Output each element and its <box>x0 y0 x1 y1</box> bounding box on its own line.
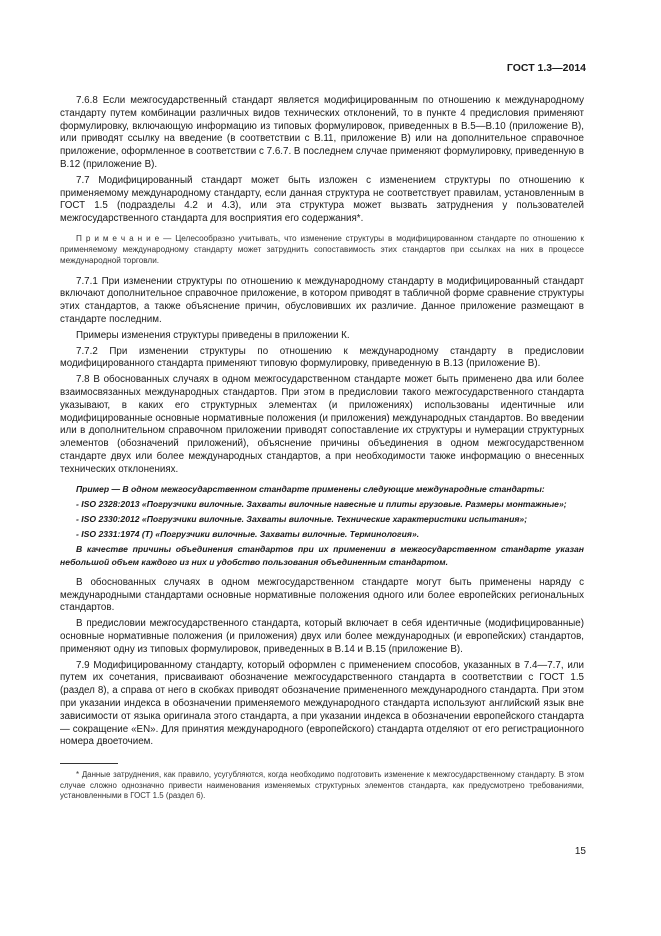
example-item-iso-2328: - ISO 2328:2013 «Погрузчики вилочные. Захваты вилочные навесные и плиты грузовые. Размеры монтажные»; <box>76 498 567 509</box>
paragraph-7-9: 7.9 Модифицированному стандарту, который оформлен с применением способов, указанных в 7.4—7.7, или путем их сочетания, присваивают обозначение межгосударственного стандарта в соответствии с ГОСТ 1.5 (раздел 8), а справа от него в скобках приводят обозначение примененного международного стандарта. При этом при указании индекса в обозначении применяемого международного стандарта используют английский язык вне зависимости от языка оригинала этого стандарта, а при указании индекса в обозначении европейского стандарта — сокращение «EN». Для принятия международного (европейского) стандарта отделяют от его регистрационного номера двоеточием. <box>60 659 584 748</box>
paragraph-7-6-8: 7.6.8 Если межгосударственный стандарт является модифицированным по отношению к международному стандарту путем комбинации различных видов технических отклонений, то в пункте 4 предисловия применяют формулировку, включающую информацию из типовых формулировок, приведенных в В.5—В.10 (приложение В), или приводят ссылку на введение (в соответствии с В.11, приложение В) или на дополнительное справочное приложение, оформленное в соответствии с 7.6.7. В последнем случае применяют формулировку, приведенную в В.12 (приложение В). <box>60 95 584 170</box>
page-header-standard-id: ГОСТ 1.3—2014 <box>506 62 586 74</box>
paragraph-european-standards: В обоснованных случаях в одном межгосударственном стандарте могут быть применены наряду с международными стандартами основные нормативные положения одного или более европейских региональных стандартов. <box>60 576 584 614</box>
paragraph-7-7-1: 7.7.1 При изменении структуры по отношению к международному стандарту в модифицированный стандарт включают дополнительное справочное приложение, в котором приводят в табличной форме сравнение структуры этих стандартов, а также объяснение причин, обусловивших их различие. Данное приложение размещают в стандарте последним. <box>60 275 584 325</box>
paragraph-structure-examples: Примеры изменения структуры приведены в приложении К. <box>76 329 350 341</box>
page-number: 15 <box>574 846 586 857</box>
main-content <box>60 95 584 804</box>
example-intro: Пример — В одном межгосударственном стандарте применены следующие международные стандарты: <box>76 483 545 494</box>
paragraph-7-7-2: 7.7.2 При изменении структуры по отношению к международному стандарту в предисловии модифицированного стандарта применяют типовую формулировку, приведенную в В.13 (приложение В). <box>60 345 584 370</box>
example-reason: В качестве причины объединения стандартов при их применении в межгосударственном стандарте указан небольшой объем каждого из них и удобство пользования объединенным стандартом. <box>60 544 584 567</box>
paragraph-foreword-formulation: В предисловии межгосударственного стандарта, который включает в себя идентичные (модифицированные) основные нормативные положения (и приложения) двух или более международных (и европейских) стандартов, применяют одну из типовых формулировок, приведенных в В.14 и В.15 (приложение В). <box>60 618 584 655</box>
example-item-iso-2330: - ISO 2330:2012 «Погрузчики вилочные. Захваты вилочные. Технические характеристики испытания»; <box>76 513 528 524</box>
example-item-iso-2331: - ISO 2331:1974 (Т) «Погрузчики вилочные. Захваты вилочные. Терминология». <box>76 529 420 540</box>
paragraph-7-7: 7.7 Модифицированный стандарт может быть изложен с изменением структуры по отношению к применяемому международному стандарту, если данная структура не соответствует правилам, установленным в ГОСТ 1.5 (подразделы 4.2 и 4.3), или эта структура может вызвать затруднения у пользователей межгосударственного стандарта для восприятия его содержания*. <box>60 174 584 225</box>
note: П р и м е ч а н и е — Целесообразно учитывать, что изменение структуры в модифицированном стандарте по отношению к применяемому международному стандарту может затруднить сопоставимость этих стандартов при ссылках на них в процессе международной торговли. <box>60 233 584 266</box>
paragraph-7-8: 7.8 В обоснованных случаях в одном межгосударственном стандарте может быть применено два или более взаимосвязанных международных стандартов. При этом в предисловии такого межгосударственного стандарта указывают, в каких его структурных элементах (и приложениях) использованы идентичные или модифицированные основные нормативные положения (и приложения) международных стандартов. Во введении или в дополнительном справочном приложении приводят сопоставление их структуры и нумерации структурных элементов (обозначений приложений), объяснение причины объединения в одном межгосударственном стандарте двух или более международных стандартов, а при необходимости также информацию о внесенных технических отклонениях. <box>60 374 584 475</box>
footnote-separator <box>60 763 118 764</box>
footnote: * Данные затруднения, как правило, усугубляются, когда необходимо подготовить изменение к межгосударственному стандарту. В этом случае сложно однозначно привести наименования изменяемых структурных элементов стандарта, как предусмотрено требованиями, установленными в ГОСТ 1.5 (раздел 6). <box>60 770 584 800</box>
